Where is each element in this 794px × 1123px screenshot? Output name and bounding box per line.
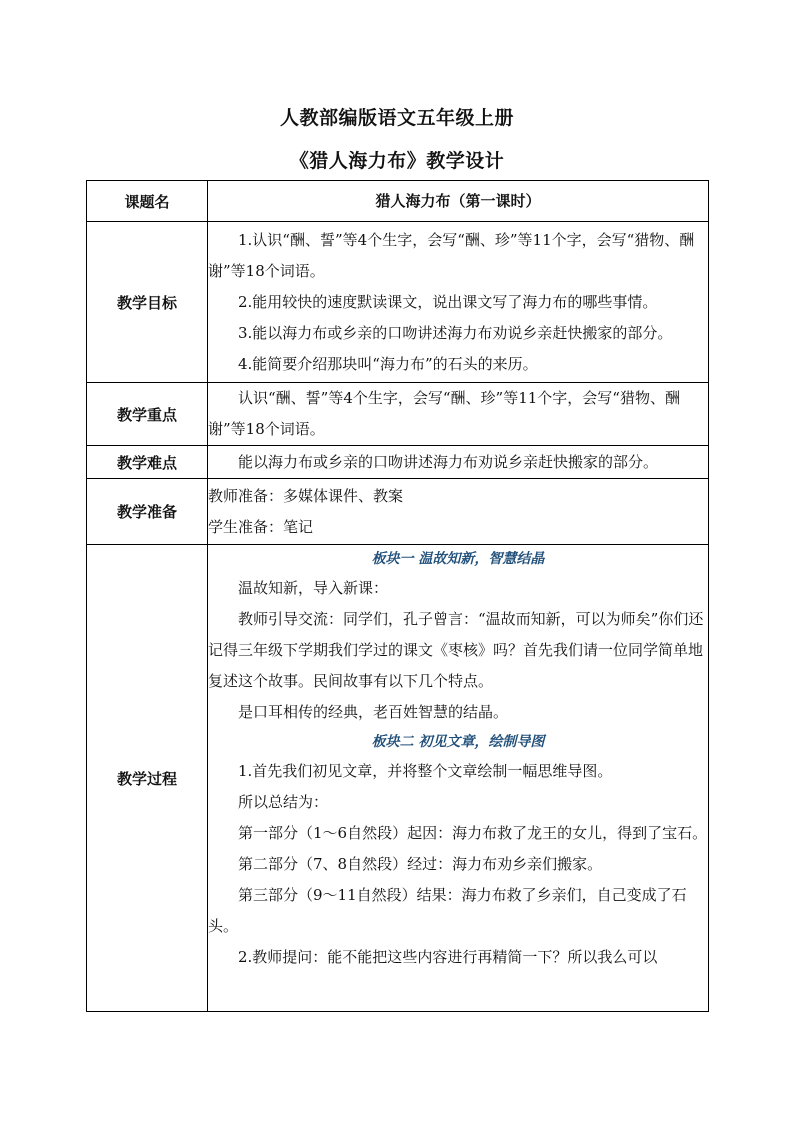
topic-value: 猎人海力布（第一课时） xyxy=(208,181,709,222)
process-paragraph: 2.教师提问：能不能把这些内容进行再精简一下？所以我么可以 xyxy=(238,948,658,966)
process-paragraph: 第二部分（7、8自然段）经过：海力布劝乡亲们搬家。 xyxy=(238,855,603,873)
block-two-heading: 板块二 初见文章，绘制导图 xyxy=(371,734,545,750)
process-label: 教学过程 xyxy=(87,545,208,1012)
block-one-heading: 板块一 温故知新，智慧结晶 xyxy=(371,551,545,567)
document-subtitle: 《猎人海力布》教学设计 xyxy=(289,150,505,172)
table-row-key-points xyxy=(87,383,709,446)
table-row-topic xyxy=(87,181,709,222)
table-row-difficulties xyxy=(87,446,709,479)
process-paragraph: 所以总结为： xyxy=(238,793,329,811)
process-paragraph: 温故知新，导入新课： xyxy=(238,579,389,597)
process-paragraph: 教师引导交流：同学们，孔子曾言：“温故而知新，可以为师矣”你们还记得三年级下学期我们学过的课文《枣核》吗？首先我们请一位同学简单地复述这个故事。民间故事有以下几个特点。 xyxy=(208,610,704,690)
topic-label: 课题名 xyxy=(87,181,208,222)
teacher-preparation: 教师准备：多媒体课件、教案 xyxy=(208,486,404,505)
key-points-text: 认识“酬、誓”等4个生字，会写“酬、珍”等11个字，会写“猎物、酬谢”等18个词语。 xyxy=(208,389,680,438)
difficulties-label: 教学难点 xyxy=(87,446,208,479)
table-row-preparation xyxy=(87,479,709,545)
preparation-label: 教学准备 xyxy=(87,479,208,545)
objective-item: 3.能以海力布或乡亲的口吻讲述海力布劝说乡亲赶快搬家的部分。 xyxy=(238,323,673,342)
difficulties-text: 能以海力布或乡亲的口吻讲述海力布劝说乡亲赶快搬家的部分。 xyxy=(238,452,659,471)
key-points-content xyxy=(208,383,709,446)
table-row-process xyxy=(87,545,709,1012)
document-title: 人教部编版语文五年级上册 xyxy=(279,107,514,129)
lesson-plan-table xyxy=(86,180,709,1012)
table-row-objectives xyxy=(87,222,709,383)
objective-item: 1.认识“酬、誓”等4个生字，会写“酬、珍”等11个字，会写“猎物、酬谢”等18个词语。 xyxy=(208,230,695,280)
process-paragraph: 第三部分（9～11自然段）结果：海力布救了乡亲们，自己变成了石头。 xyxy=(208,886,687,935)
objectives-content xyxy=(208,222,709,383)
difficulties-content xyxy=(208,446,709,479)
objective-item: 2.能用较快的速度默读课文，说出课文写了海力布的哪些事情。 xyxy=(238,292,658,311)
objective-item: 4.能简要介绍那块叫“海力布”的石头的来历。 xyxy=(238,354,538,373)
student-preparation: 学生准备：笔记 xyxy=(208,517,314,536)
preparation-content xyxy=(208,479,709,545)
process-content xyxy=(208,545,709,1012)
process-paragraph: 1.首先我们初见文章，并将整个文章绘制一幅思维导图。 xyxy=(238,762,613,780)
key-points-label: 教学重点 xyxy=(87,383,208,446)
objectives-label: 教学目标 xyxy=(87,222,208,383)
process-paragraph: 第一部分（1～6自然段）起因：海力布救了龙王的女儿，得到了宝石。 xyxy=(238,824,708,842)
process-paragraph: 是口耳相传的经典，老百姓智慧的结晶。 xyxy=(238,703,509,721)
